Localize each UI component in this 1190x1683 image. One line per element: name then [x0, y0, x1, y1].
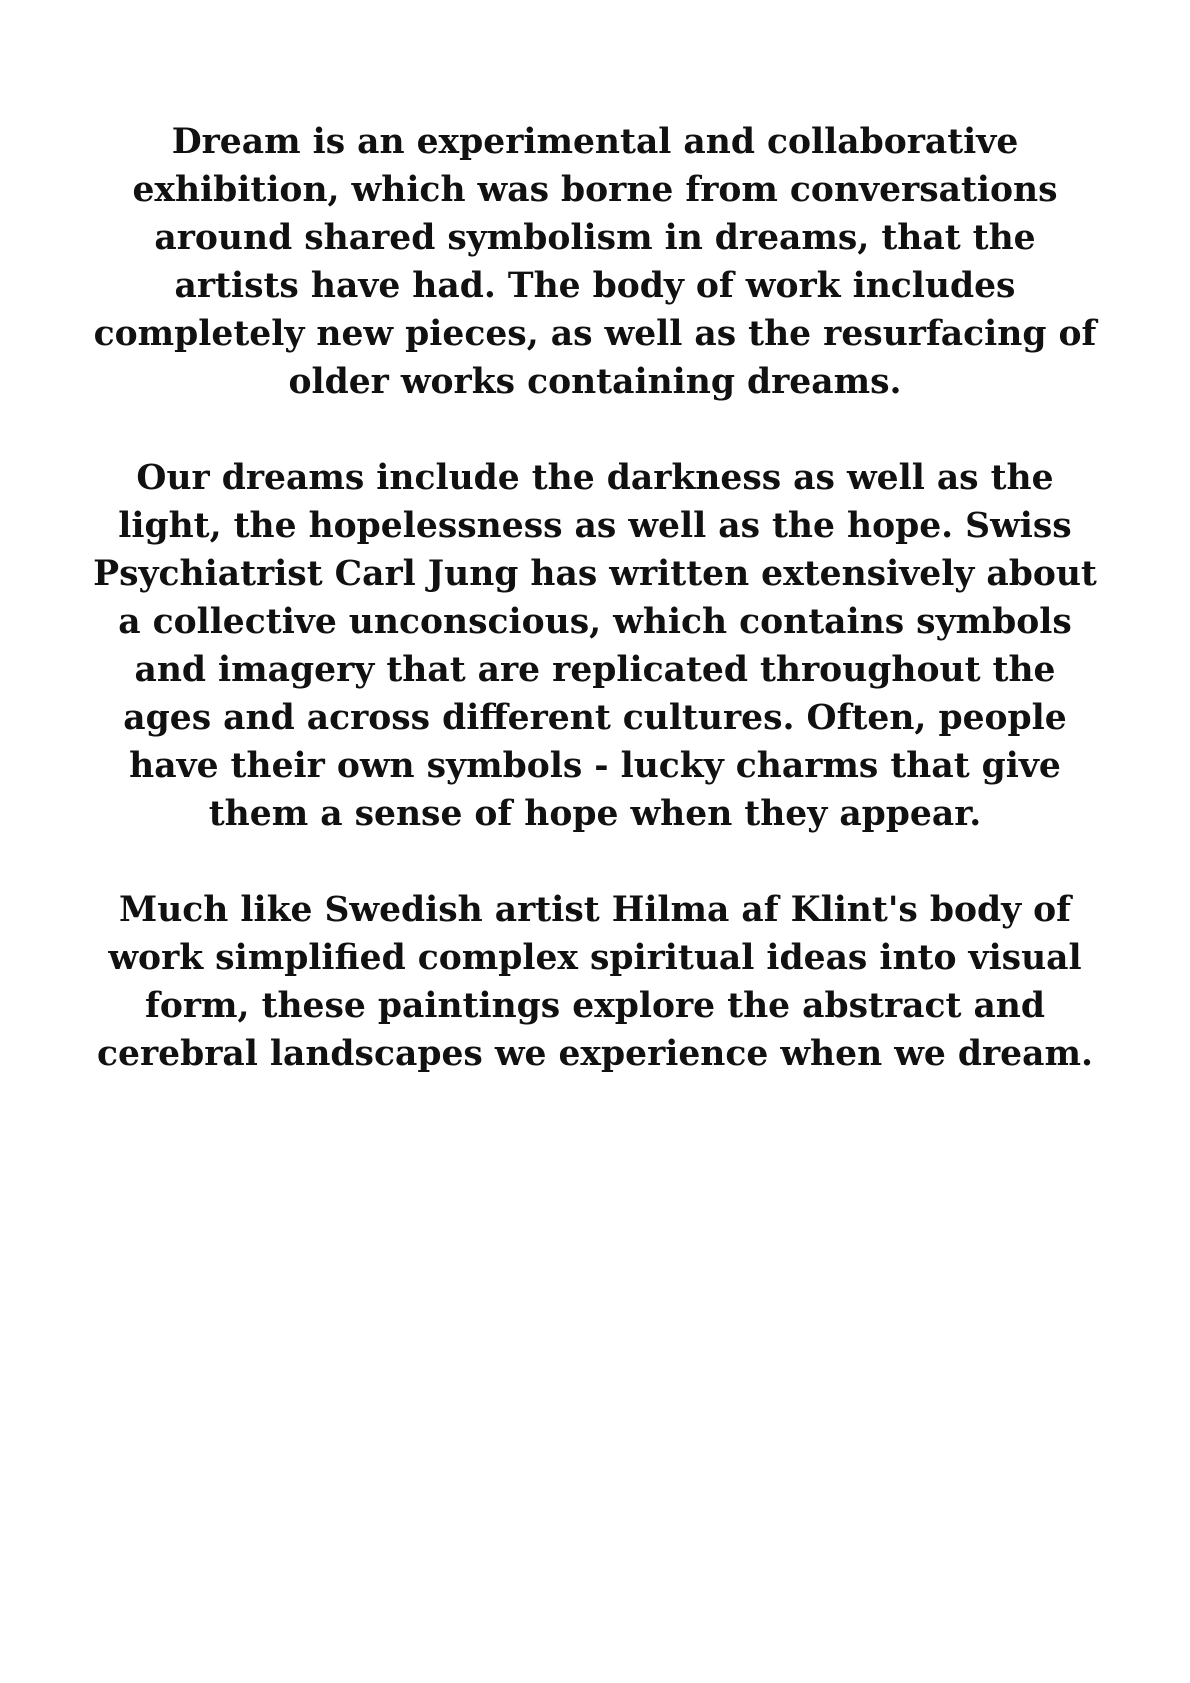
paragraph-hilma-af-klint: Much like Swedish artist Hilma af Klint's body of work simplified complex spiritual ideas into visual form, these paintings explore the abstract and cerebral landscapes we experience when we dream. — [97, 890, 1093, 1074]
paragraph-intro: Dream is an experimental and collaborative exhibition, which was borne from conversations around shared symbolism in dreams, that the artists have had. The body of work includes completely new pieces, as well as the resurfacing of older works containing dreams. — [93, 122, 1097, 402]
paragraph-dreams-symbols: Our dreams include the darkness as well as the light, the hopelessness as well as the hope. Swiss Psychiatrist Carl Jung has written extensively about a collective unconscious, which contains symbols and imagery that are replicated throughout the ages and across different cultures. Often, people have their own symbols - lucky charms that give them a sense of hope when they appear. — [93, 458, 1097, 834]
exhibition-statement — [90, 118, 1100, 1078]
